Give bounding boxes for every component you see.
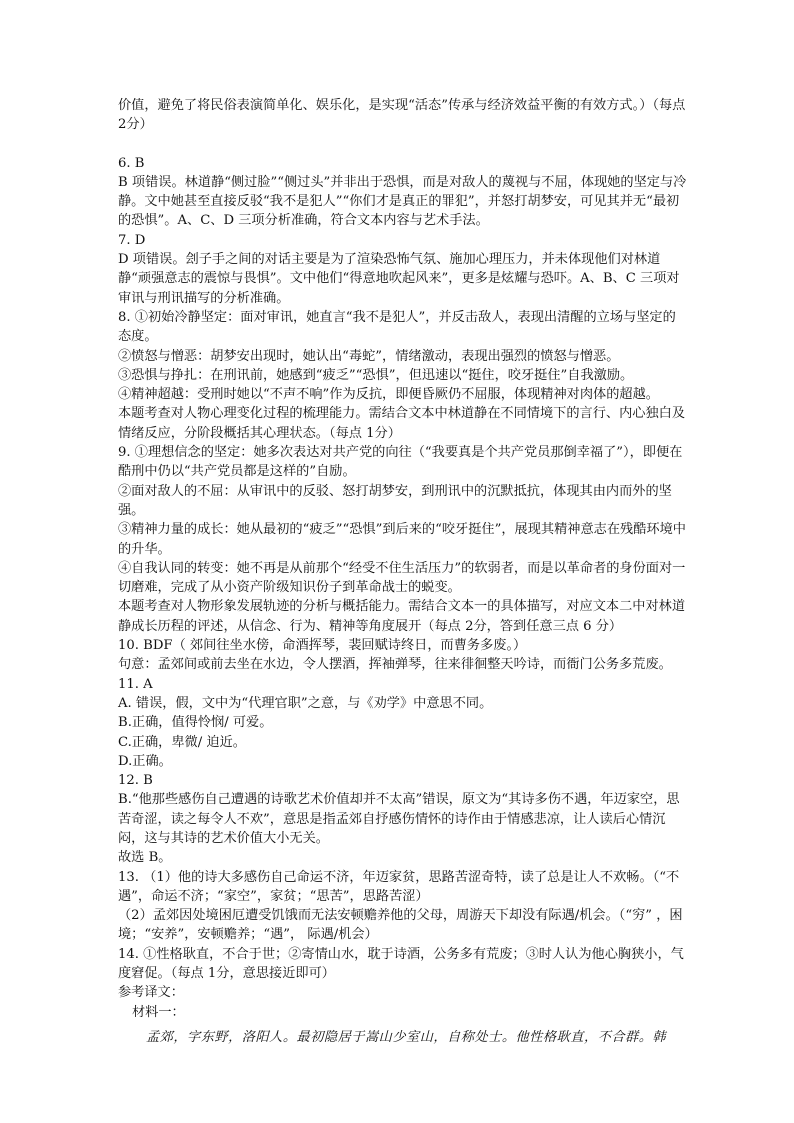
answer-9-point-3: ③精神力量的成长：她从最初的“疲乏”“恐惧”到后来的“咬牙挺住”，展现其精神意志在残酷环境中的升华。	[118, 522, 686, 557]
answer-9-point-4: ④自我认同的转变：她不再是从前那个“经受不住生活压力”的软弱者，而是以革命者的身份面对一切磨难，完成了从小资产阶级知识份子到革命战士的蜕变。	[118, 560, 686, 596]
answer-10: 10. BDF（ 郊间往坐水傍，命酒挥琴，裴回赋诗终日，而曹务多废。）	[118, 638, 527, 654]
answer-13-part-2: （2）孟郊因处境困厄遭受饥饿而无法安顿赡养他的父母，周游天下却没有际遇/机会。（“穷” ，困境；“安养”，安顿赡养；“遇”， 际遇/机会）	[118, 908, 683, 943]
material-heading: 材料一：	[132, 1004, 185, 1020]
answer-11-option-a: A. 错误，假，文中为“代理官职”之意，与《劝学》中意思不同。	[118, 695, 493, 711]
translation-text: 孟郊，字东野，洛阳人。最初隐居于嵩山少室山，自称处士。他性格耿直，不合群。韩	[146, 1029, 667, 1045]
answer-8-point-2: ②愤怒与憎恶：胡梦安出现时，她认出“毒蛇”，情绪激动，表现出强烈的愤怒与憎恶。	[118, 348, 620, 364]
answer-11-number: 11. A	[118, 676, 153, 692]
document-page	[118, 96, 688, 1047]
answer-6-explanation: B 项错误。林道静“侧过脸”“侧过头”并非出于恐惧，而是对敌人的蔑视与不屈，体现她的坚定与冷静。文中她甚至直接反驳“我不是犯人”“你们才是真正的罪犯”，并怒打胡梦安，可见其并无“最初的恐惧”。A、C、D 三项分析准确，符合文本内容与艺术手法。	[118, 174, 687, 229]
answer-9-note: 本题考查对人物形象发展轨迹的分析与概括能力。需结合文本一的具体描写，对应文本二中对林道静成长历程的评述，从信念、行为、精神等角度展开（每点 2分，答到任意三点 6 分）	[118, 599, 686, 634]
answer-11-option-d: D.正确。	[118, 753, 172, 769]
answer-13-part-1: 13. （1）他的诗大多感伤自己命运不济，年迈家贫，思路苦涩奇特，读了总是让人不欢畅。（“不遇”，命运不济；“家空”，家贫；“思苦”，思路苦涩）	[118, 869, 680, 904]
reference-translation-label: 参考译文：	[118, 985, 184, 1001]
answer-7-explanation: D 项错误。刽子手之间的对话主要是为了渲染恐怖气氛、施加心理压力，并未体现他们对林道静“顽强意志的震惊与畏惧”。文中他们“得意地吹起风来”，更多是炫耀与恐吓。A、B、C 三项对审讯与刑讯描写的分析准确。	[118, 252, 680, 306]
answer-11-option-b: B.正确，值得怜悯/ 可爱。	[118, 715, 273, 731]
answer-12-choice: 故选 B。	[118, 850, 172, 866]
answer-8-point-1: 8. ①初始冷静坚定：面对审讯，她直言“我不是犯人”，并反击敌人，表现出清醒的立场与坚定的态度。	[118, 309, 676, 345]
paragraph-gap	[118, 135, 688, 154]
answer-8-note: 本题考查对人物心理变化过程的梳理能力。需结合文本中林道静在不同情境下的言行、内心独白及情绪反应，分阶段概括其心理状态。（每点 1分）	[118, 406, 686, 441]
answer-8-point-3: ③恐惧与挣扎：在刑讯前，她感到“疲乏”“恐惧”，但迅速以“挺住，咬牙挺住”自我激励。	[118, 367, 634, 383]
answer-12-explanation: B.“他那些感伤自己遭遇的诗歌艺术价值却并不太高”错误，原文为“其诗多伤不遇，年迈家空，思苦奇涩，读之每令人不欢”，意思是指孟郊自抒感伤情怀的诗作由于情感悲凉，让人读后心情沉闷，这与其诗的艺术价值大小无关。	[118, 792, 680, 846]
answer-6-number: 6. B	[118, 155, 145, 171]
answer-9-point-2: ②面对敌人的不屈：从审讯中的反驳、怒打胡梦安，到刑讯中的沉默抵抗，体现其由内而外的坚强。	[118, 483, 672, 518]
answer-paragraph-top: 价值，避免了将民俗表演简单化、娱乐化，是实现“活态”传承与经济效益平衡的有效方式。）（每点 2分）	[118, 98, 686, 133]
answer-8-point-4: ④精神超越：受刑时她以“不声不响”作为反抗，即便昏厥仍不屈服，体现精神对肉体的超越。	[118, 387, 659, 403]
answer-12-number: 12. B	[118, 773, 153, 789]
answer-10-meaning: 句意：孟郊间或前去坐在水边，令人摆酒，挥袖弹琴，往来徘徊整天吟诗，而衙门公务多荒废。	[118, 657, 672, 673]
answer-14: 14. ①性格耿直，不合于世；②寄情山水，耽于诗酒，公务多有荒废；③时人认为他心胸狭小，气度窘促。（每点 1分，意思接近即可）	[118, 946, 684, 982]
answer-7-number: 7. D	[118, 232, 146, 248]
answer-11-option-c: C.正确，卑微/ 迫近。	[118, 734, 246, 750]
answer-9-point-1: 9. ①理想信念的坚定：她多次表达对共产党的向往（“我要真是个共产党员那倒幸福了”），即便在酷刑中仍以“共产党员都是这样的”自励。	[118, 445, 683, 480]
